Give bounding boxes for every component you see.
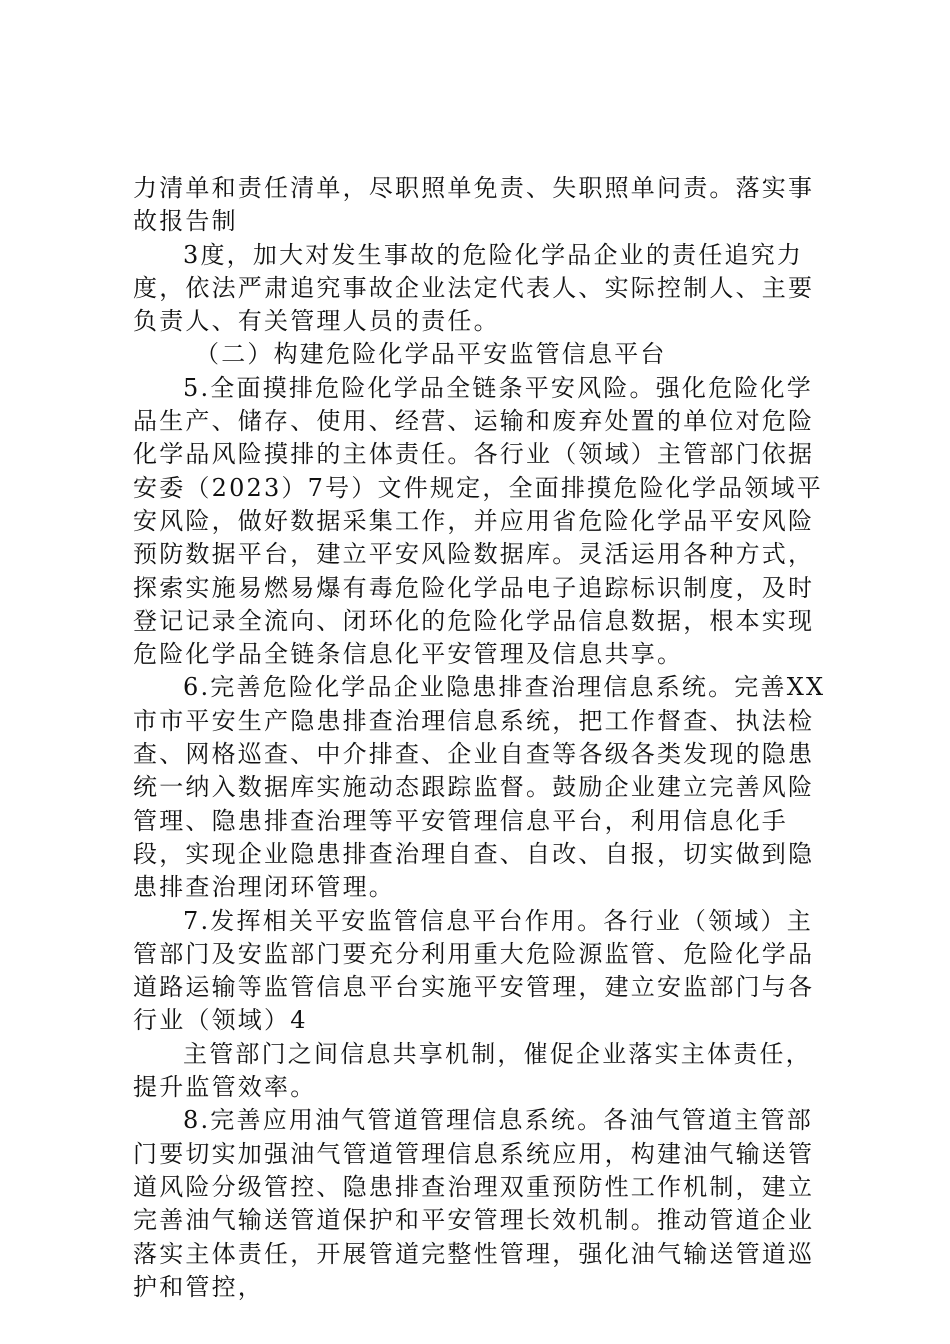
document-body [133,172,833,1304]
paragraph-accountability: 3度，加大对发生事故的危险化学品企业的责任追究力度，依法严肃追究事故企业法定代表人、实际控制人、主要负责人、有关管理人员的责任。 [133,240,815,336]
paragraph-item-7: 7.发挥相关平安监管信息平台作用。各行业（领域）主管部门及安监部门要充分利用重大危险源监管、危险化学品道路运输等监管信息平台实施平安管理，建立安监部门与各行业（领域）4 [133,906,815,1035]
paragraph-item-5: 5.全面摸排危险化学品全链条平安风险。强化危险化学品生产、储存、使用、经营、运输和废弃处置的单位对危险化学品风险摸排的主体责任。各行业（领域）主管部门依据安委（2023）7号）文件规定，全面排摸危险化学品领域平安风险，做好数据采集工作，并应用省危险化学品平安风险预防数据平台，建立平安风险数据库。灵活运用各种方式，探索实施易燃易爆有毒危险化学品电子追踪标识制度，及时登记记录全流向、闭环化的危险化学品信息数据，根本实现危险化学品全链条信息化平安管理及信息共享。 [133,373,823,669]
section-heading: （二）构建危险化学品平安监管信息平台 [195,340,667,369]
paragraph-item-7-continued: 主管部门之间信息共享机制，催促企业落实主体责任，提升监管效率。 [133,1039,812,1102]
paragraph-item-8: 8.完善应用油气管道管理信息系统。各油气管道主管部门要切实加强油气管道管理信息系统应用，构建油气输送管道风险分级管控、隐患排查治理双重预防性工作机制，建立完善油气输送管道保护和平安管理长效机制。推动管道企业落实主体责任，开展管道完整性管理，强化油气输送管道巡护和管控， [133,1106,815,1301]
paragraph-responsibility-list: 力清单和责任清单，尽职照单免责、失职照单问责。落实事故报告制 [133,174,815,236]
paragraph-item-6: 6.完善危险化学品企业隐患排查治理信息系统。完善XX市市平安生产隐患排查治理信息系统，把工作督查、执法检查、网格巡查、中介排查、企业自查等各级各类发现的隐患统一纳入数据库实施动态跟踪监督。鼓励企业建立完善风险管理、隐患排查治理等平安管理信息平台，利用信息化手段，实现企业隐患排查治理自查、自改、自报，切实做到隐患排查治理闭环管理。 [133,673,826,902]
